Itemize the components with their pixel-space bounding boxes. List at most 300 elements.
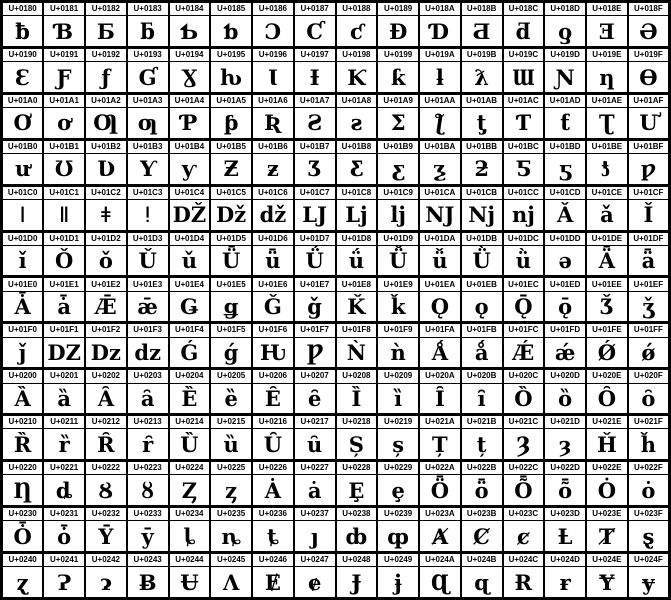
codepoint-label: U+0242: [85, 552, 127, 566]
codepoint-label: U+01CA: [419, 185, 461, 199]
codepoint-label: U+0234: [169, 506, 211, 520]
glyph-row: [2, 245, 670, 277]
codepoint-label: U+022F: [628, 461, 670, 475]
glyph-cell: ƣ: [127, 108, 169, 140]
glyph-cell: Ǆ: [169, 199, 211, 231]
codepoint-label: U+01BC: [503, 139, 545, 153]
codepoint-label: U+018F: [628, 2, 670, 16]
codepoint-label: U+0232: [85, 506, 127, 520]
glyph-cell: ȱ: [43, 521, 85, 553]
codepoint-label: U+01F0: [2, 323, 44, 337]
codepoint-label: U+0213: [127, 415, 169, 429]
codepoint-label: U+01E6: [252, 277, 294, 291]
glyph-cell: ǅ: [210, 199, 252, 231]
codepoint-label: U+01EC: [503, 277, 545, 291]
glyph-cell: Ǧ: [252, 291, 294, 323]
glyph-cell: Ƙ: [336, 62, 378, 94]
codepoint-label: U+01EB: [461, 277, 503, 291]
codepoint-header-row: [2, 93, 670, 107]
glyph-cell: ƈ: [336, 16, 378, 48]
codepoint-label: U+01F2: [85, 323, 127, 337]
glyph-cell: ơ: [43, 108, 85, 140]
glyph-row: [2, 567, 670, 599]
glyph-cell: Ƞ: [2, 475, 44, 507]
codepoint-label: U+0210: [2, 415, 44, 429]
glyph-cell: Ȱ: [2, 521, 44, 553]
glyph-cell: Ȁ: [2, 383, 44, 415]
glyph-cell: ǝ: [544, 245, 586, 277]
glyph-cell: Ȉ: [336, 383, 378, 415]
glyph-cell: Ș: [336, 429, 378, 461]
glyph-cell: Ɵ: [628, 62, 670, 94]
codepoint-label: U+0208: [336, 369, 378, 383]
glyph-cell: ȭ: [544, 475, 586, 507]
glyph-cell: ƴ: [169, 154, 211, 186]
codepoint-label: U+024B: [461, 552, 503, 566]
codepoint-label: U+019E: [586, 47, 628, 61]
codepoint-label: U+0248: [336, 552, 378, 566]
codepoint-label: U+01DD: [544, 231, 586, 245]
glyph-cell: ǩ: [377, 291, 419, 323]
codepoint-label: U+0222: [85, 461, 127, 475]
codepoint-label: U+01C4: [169, 185, 211, 199]
codepoint-label: U+0229: [377, 461, 419, 475]
codepoint-label: U+021F: [628, 415, 670, 429]
glyph-row: [2, 16, 670, 48]
glyph-cell: ƥ: [210, 108, 252, 140]
glyph-cell: ƌ: [503, 16, 545, 48]
glyph-cell: Ȅ: [169, 383, 211, 415]
codepoint-label: U+018D: [544, 2, 586, 16]
codepoint-label: U+0207: [294, 369, 336, 383]
codepoint-label: U+01C2: [85, 185, 127, 199]
glyph-row: [2, 291, 670, 323]
glyph-cell: Ǩ: [336, 291, 378, 323]
glyph-cell: ȝ: [544, 429, 586, 461]
codepoint-label: U+0180: [2, 2, 44, 16]
glyph-cell: Ƚ: [544, 521, 586, 553]
codepoint-label: U+0203: [127, 369, 169, 383]
glyph-cell: Ɇ: [252, 567, 294, 599]
glyph-cell: Ǐ: [628, 199, 670, 231]
codepoint-label: U+01C7: [294, 185, 336, 199]
codepoint-label: U+0209: [377, 369, 419, 383]
codepoint-label: U+01C9: [377, 185, 419, 199]
codepoint-label: U+0188: [336, 2, 378, 16]
glyph-cell: Ȕ: [169, 429, 211, 461]
codepoint-label: U+0200: [2, 369, 44, 383]
glyph-cell: ǐ: [2, 245, 44, 277]
codepoint-label: U+01A7: [294, 93, 336, 107]
codepoint-label: U+0196: [252, 47, 294, 61]
codepoint-label: U+01AF: [628, 93, 670, 107]
codepoint-label: U+01FF: [628, 323, 670, 337]
glyph-cell: Ɋ: [419, 567, 461, 599]
codepoint-label: U+018E: [586, 2, 628, 16]
codepoint-label: U+019A: [419, 47, 461, 61]
codepoint-label: U+0195: [210, 47, 252, 61]
codepoint-label: U+020B: [461, 369, 503, 383]
codepoint-label: U+01BA: [419, 139, 461, 153]
glyph-cell: Ǌ: [419, 199, 461, 231]
glyph-cell: ǉ: [377, 199, 419, 231]
codepoint-label: U+01BD: [544, 139, 586, 153]
glyph-cell: Ƥ: [169, 108, 211, 140]
glyph-cell: Ȭ: [503, 475, 545, 507]
codepoint-label: U+0227: [294, 461, 336, 475]
glyph-cell: Ǯ: [586, 291, 628, 323]
glyph-cell: Ƭ: [503, 108, 545, 140]
glyph-cell: ǂ: [85, 199, 127, 231]
codepoint-label: U+0216: [252, 415, 294, 429]
codepoint-label: U+0201: [43, 369, 85, 383]
codepoint-label: U+01CD: [544, 185, 586, 199]
codepoint-header-row: [2, 231, 670, 245]
glyph-cell: Ǭ: [503, 291, 545, 323]
codepoint-label: U+0225: [210, 461, 252, 475]
glyph-cell: Ƃ: [85, 16, 127, 48]
codepoint-label: U+01A6: [252, 93, 294, 107]
codepoint-label: U+021C: [503, 415, 545, 429]
glyph-cell: Ǎ: [544, 199, 586, 231]
codepoint-label: U+01E7: [294, 277, 336, 291]
glyph-cell: Ə: [628, 16, 670, 48]
glyph-cell: Ȍ: [503, 383, 545, 415]
glyph-cell: Ǟ: [586, 245, 628, 277]
glyph-cell: ɋ: [461, 567, 503, 599]
codepoint-label: U+01C0: [2, 185, 44, 199]
codepoint-label: U+01C3: [127, 185, 169, 199]
glyph-cell: ƶ: [252, 154, 294, 186]
glyph-cell: ȴ: [169, 521, 211, 553]
glyph-cell: ǆ: [252, 199, 294, 231]
glyph-cell: ƚ: [419, 62, 461, 94]
codepoint-label: U+01AC: [503, 93, 545, 107]
glyph-cell: ǲ: [85, 337, 127, 369]
codepoint-header-row: [2, 461, 670, 475]
glyph-cell: ƿ: [628, 154, 670, 186]
glyph-cell: Ɏ: [586, 567, 628, 599]
glyph-cell: Ǜ: [461, 245, 503, 277]
glyph-cell: Ǖ: [210, 245, 252, 277]
codepoint-label: U+01C8: [336, 185, 378, 199]
codepoint-label: U+01B5: [210, 139, 252, 153]
glyph-cell: ǫ: [461, 291, 503, 323]
glyph-cell: Ǝ: [586, 16, 628, 48]
codepoint-label: U+01AA: [419, 93, 461, 107]
glyph-cell: Ư: [628, 108, 670, 140]
glyph-cell: ǔ: [169, 245, 211, 277]
glyph-cell: Ɉ: [336, 567, 378, 599]
glyph-cell: Ʌ: [210, 567, 252, 599]
glyph-cell: Ƀ: [127, 567, 169, 599]
glyph-cell: ǘ: [336, 245, 378, 277]
codepoint-label: U+023F: [628, 506, 670, 520]
glyph-cell: Ǵ: [169, 337, 211, 369]
codepoint-label: U+01F1: [43, 323, 85, 337]
codepoint-header-row: [2, 139, 670, 153]
glyph-cell: Ʃ: [377, 108, 419, 140]
glyph-cell: ȡ: [43, 475, 85, 507]
glyph-cell: Ɯ: [503, 62, 545, 94]
glyph-cell: Ȓ: [85, 429, 127, 461]
codepoint-label: U+01BE: [586, 139, 628, 153]
glyph-row: [2, 521, 670, 553]
glyph-cell: ȿ: [628, 521, 670, 553]
codepoint-label: U+01F4: [169, 323, 211, 337]
codepoint-label: U+0194: [169, 47, 211, 61]
glyph-cell: Ǒ: [43, 245, 85, 277]
codepoint-label: U+01A1: [43, 93, 85, 107]
glyph-cell: ǽ: [544, 337, 586, 369]
glyph-cell: ǈ: [336, 199, 378, 231]
glyph-cell: ǀ: [2, 199, 44, 231]
codepoint-label: U+019F: [628, 47, 670, 61]
codepoint-label: U+01A8: [336, 93, 378, 107]
glyph-cell: ǿ: [628, 337, 670, 369]
codepoint-label: U+01C1: [43, 185, 85, 199]
glyph-cell: Ʈ: [586, 108, 628, 140]
glyph-cell: ȏ: [628, 383, 670, 415]
codepoint-label: U+020A: [419, 369, 461, 383]
glyph-cell: Ɓ: [43, 16, 85, 48]
glyph-cell: ɇ: [294, 567, 336, 599]
glyph-cell: ǧ: [294, 291, 336, 323]
codepoint-label: U+020C: [503, 369, 545, 383]
glyph-row: [2, 199, 670, 231]
codepoint-label: U+01F7: [294, 323, 336, 337]
glyph-cell: ȇ: [294, 383, 336, 415]
glyph-cell: ǰ: [2, 337, 44, 369]
glyph-cell: ȹ: [377, 521, 419, 553]
codepoint-label: U+024D: [544, 552, 586, 566]
codepoint-label: U+0214: [169, 415, 211, 429]
codepoint-label: U+0233: [127, 506, 169, 520]
glyph-cell: Ʀ: [252, 108, 294, 140]
codepoint-label: U+0224: [169, 461, 211, 475]
glyph-cell: ƛ: [461, 62, 503, 94]
codepoint-label: U+01AE: [586, 93, 628, 107]
codepoint-label: U+01DC: [503, 231, 545, 245]
codepoint-label: U+01B3: [127, 139, 169, 153]
glyph-cell: Ʉ: [169, 567, 211, 599]
codepoint-label: U+01E0: [2, 277, 44, 291]
codepoint-label: U+01F6: [252, 323, 294, 337]
codepoint-header-row: [2, 369, 670, 383]
glyph-cell: ǋ: [461, 199, 503, 231]
glyph-cell: ȷ: [294, 521, 336, 553]
codepoint-label: U+01ED: [544, 277, 586, 291]
glyph-cell: Ȃ: [85, 383, 127, 415]
glyph-cell: Ȇ: [252, 383, 294, 415]
codepoint-label: U+01D1: [43, 231, 85, 245]
glyph-cell: Ǫ: [419, 291, 461, 323]
glyph-cell: ȓ: [127, 429, 169, 461]
codepoint-label: U+0218: [336, 415, 378, 429]
glyph-cell: ȑ: [43, 429, 85, 461]
glyph-cell: ƃ: [127, 16, 169, 48]
codepoint-label: U+024C: [503, 552, 545, 566]
glyph-cell: ȶ: [252, 521, 294, 553]
glyph-cell: Ȣ: [85, 475, 127, 507]
codepoint-label: U+023E: [586, 506, 628, 520]
codepoint-label: U+01B9: [377, 139, 419, 153]
glyph-cell: ȍ: [544, 383, 586, 415]
glyph-cell: Ƕ: [252, 337, 294, 369]
glyph-cell: ȫ: [461, 475, 503, 507]
glyph-cell: Ȥ: [169, 475, 211, 507]
codepoint-label: U+0192: [85, 47, 127, 61]
glyph-cell: Ǹ: [336, 337, 378, 369]
codepoint-label: U+0193: [127, 47, 169, 61]
codepoint-label: U+01E2: [85, 277, 127, 291]
codepoint-label: U+022E: [586, 461, 628, 475]
glyph-cell: ǒ: [85, 245, 127, 277]
codepoint-label: U+0183: [127, 2, 169, 16]
codepoint-label: U+01A5: [210, 93, 252, 107]
codepoint-label: U+01FC: [503, 323, 545, 337]
codepoint-label: U+01FA: [419, 323, 461, 337]
codepoint-label: U+01AD: [544, 93, 586, 107]
glyph-cell: ȸ: [336, 521, 378, 553]
glyph-row: [2, 62, 670, 94]
glyph-cell: Ǿ: [586, 337, 628, 369]
glyph-cell: ȟ: [628, 429, 670, 461]
codepoint-label: U+01B1: [43, 139, 85, 153]
glyph-cell: Ȏ: [586, 383, 628, 415]
glyph-cell: Ʊ: [43, 154, 85, 186]
codepoint-header-row: [2, 506, 670, 520]
glyph-cell: ƪ: [419, 108, 461, 140]
codepoint-label: U+01FE: [586, 323, 628, 337]
glyph-cell: ǳ: [127, 337, 169, 369]
codepoint-label: U+01E5: [210, 277, 252, 291]
glyph-cell: ƫ: [461, 108, 503, 140]
codepoint-label: U+018C: [503, 2, 545, 16]
glyph-cell: ǟ: [628, 245, 670, 277]
codepoint-header-row: [2, 47, 670, 61]
glyph-cell: ȵ: [210, 521, 252, 553]
glyph-cell: Ȧ: [252, 475, 294, 507]
glyph-cell: Ơ: [2, 108, 44, 140]
codepoint-label: U+0240: [2, 552, 44, 566]
codepoint-label: U+01DE: [586, 231, 628, 245]
codepoint-label: U+0223: [127, 461, 169, 475]
glyph-cell: ƭ: [544, 108, 586, 140]
glyph-cell: ƒ: [85, 62, 127, 94]
glyph-cell: Ȩ: [336, 475, 378, 507]
glyph-cell: Ƅ: [169, 16, 211, 48]
codepoint-label: U+01B0: [2, 139, 44, 153]
glyph-cell: Ɣ: [169, 62, 211, 94]
codepoint-label: U+01B7: [294, 139, 336, 153]
glyph-cell: ǻ: [461, 337, 503, 369]
codepoint-label: U+01D2: [85, 231, 127, 245]
glyph-cell: ȼ: [503, 521, 545, 553]
codepoint-label: U+018B: [461, 2, 503, 16]
codepoint-label: U+01F3: [127, 323, 169, 337]
glyph-cell: Ǉ: [294, 199, 336, 231]
codepoint-label: U+0220: [2, 461, 44, 475]
codepoint-label: U+01FD: [544, 323, 586, 337]
codepoint-label: U+0211: [43, 415, 85, 429]
glyph-cell: ƍ: [544, 16, 586, 48]
glyph-cell: Ȝ: [503, 429, 545, 461]
glyph-cell: ȗ: [294, 429, 336, 461]
codepoint-label: U+0215: [210, 415, 252, 429]
glyph-cell: ƺ: [419, 154, 461, 186]
glyph-cell: Ȟ: [586, 429, 628, 461]
glyph-cell: Ǚ: [377, 245, 419, 277]
codepoint-label: U+0238: [336, 506, 378, 520]
glyph-cell: ƀ: [2, 16, 44, 48]
codepoint-label: U+01D3: [127, 231, 169, 245]
glyph-cell: ȕ: [210, 429, 252, 461]
codepoint-label: U+0189: [377, 2, 419, 16]
glyph-cell: Ɛ: [2, 62, 44, 94]
codepoint-label: U+024E: [586, 552, 628, 566]
glyph-cell: Ǽ: [503, 337, 545, 369]
codepoint-label: U+0219: [377, 415, 419, 429]
glyph-cell: Ƒ: [43, 62, 85, 94]
glyph-cell: Ƽ: [503, 154, 545, 186]
glyph-cell: Ǳ: [43, 337, 85, 369]
glyph-cell: Ț: [419, 429, 461, 461]
codepoint-label: U+01D8: [336, 231, 378, 245]
glyph-cell: ƅ: [210, 16, 252, 48]
codepoint-label: U+0199: [377, 47, 419, 61]
glyph-cell: Ɂ: [43, 567, 85, 599]
codepoint-label: U+01A9: [377, 93, 419, 107]
codepoint-label: U+01DB: [461, 231, 503, 245]
codepoint-label: U+01E9: [377, 277, 419, 291]
codepoint-header-row: [2, 552, 670, 566]
glyph-cell: Ʒ: [294, 154, 336, 186]
codepoint-label: U+01C6: [252, 185, 294, 199]
glyph-cell: ȥ: [210, 475, 252, 507]
codepoint-label: U+01A2: [85, 93, 127, 107]
codepoint-label: U+01D4: [169, 231, 211, 245]
codepoint-label: U+0239: [377, 506, 419, 520]
glyph-cell: Ǔ: [127, 245, 169, 277]
glyph-cell: ȁ: [43, 383, 85, 415]
glyph-row: [2, 154, 670, 186]
codepoint-label: U+01E1: [43, 277, 85, 291]
codepoint-label: U+01D0: [2, 231, 44, 245]
glyph-cell: Ƣ: [85, 108, 127, 140]
codepoint-label: U+01FB: [461, 323, 503, 337]
codepoint-label: U+0226: [252, 461, 294, 475]
codepoint-label: U+022B: [461, 461, 503, 475]
glyph-cell: ɍ: [544, 567, 586, 599]
codepoint-label: U+01F5: [210, 323, 252, 337]
codepoint-label: U+0212: [85, 415, 127, 429]
codepoint-label: U+01EA: [419, 277, 461, 291]
codepoint-label: U+0204: [169, 369, 211, 383]
glyph-cell: Ƿ: [294, 337, 336, 369]
glyph-cell: Ɖ: [377, 16, 419, 48]
glyph-cell: Ȗ: [252, 429, 294, 461]
codepoint-label: U+022C: [503, 461, 545, 475]
codepoint-label: U+023A: [419, 506, 461, 520]
codepoint-label: U+0217: [294, 415, 336, 429]
codepoint-label: U+0181: [43, 2, 85, 16]
glyph-cell: Ǣ: [85, 291, 127, 323]
glyph-cell: ȋ: [461, 383, 503, 415]
codepoint-label: U+0244: [169, 552, 211, 566]
glyph-cell: ȯ: [628, 475, 670, 507]
codepoint-label: U+01D6: [252, 231, 294, 245]
